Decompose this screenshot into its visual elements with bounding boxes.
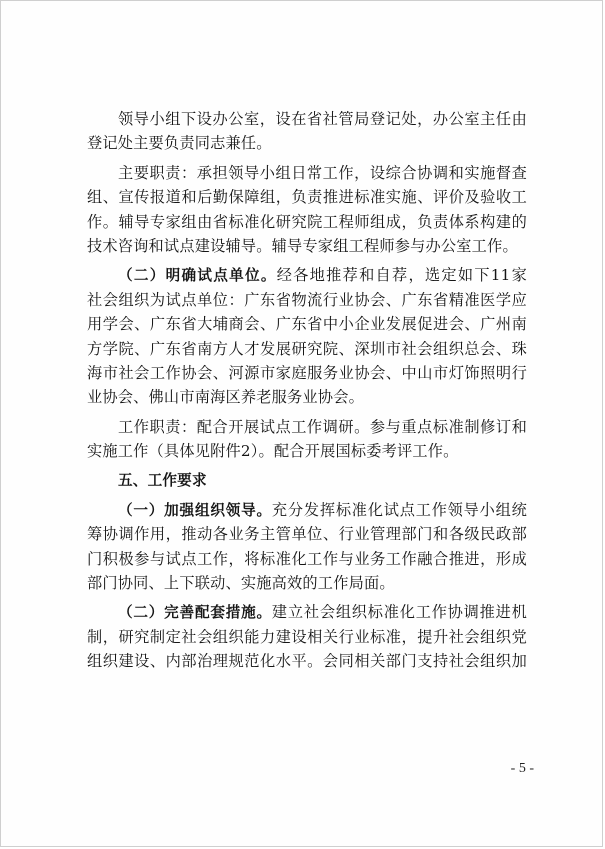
subheading-lead: （二）明确试点单位。 [118,267,277,285]
text-line: 用学会、广东省大埔商会、广东省中小企业发展促进会、广州南 [87,315,527,334]
document-body [87,107,527,674]
text-line: （二）完善配套措施。建立社会组织标准化工作协调推进机 [118,603,527,622]
text-line: （一）加强组织领导。充分发挥标准化试点工作领导小组统 [118,500,527,519]
text-line: 领导小组下设办公室，设在省社管局登记处，办公室主任由 [118,110,527,128]
text-line: 方学院、广东省南方人才发展研究院、深圳市社会组织总会、珠 [87,339,527,358]
section-heading: 五、工作要求 [118,472,207,490]
text-line: 工作职责：配合开展试点工作调研。参与重点标准制修订和 [118,417,527,436]
text-line: 技术咨询和试点建设辅导。辅导专家组工程师参与办公室工作。 [87,236,518,255]
text-line: 社会组织为试点单位：广东省物流行业协会、广东省精准医学应 [87,290,527,309]
text-line: 业协会、佛山市南海区养老服务业协会。 [87,388,364,407]
text-line: 部门协同、上下联动、实施高效的工作局面。 [87,574,395,593]
page-number: - 5 - [510,761,534,776]
text-line: （二）明确试点单位。经各地推荐和自荐，选定如下11家 [118,266,527,285]
text-line: 门积极参与试点工作，将标准化工作与业务工作融合推进，形成 [87,549,527,568]
subheading-lead: （一）加强组织领导。 [118,501,272,519]
text-line: 实施工作（具体见附件2）。配合开展国标委考评工作。 [87,442,459,461]
text-line: 组织建设、内部治理规范化水平。会同相关部门支持社会组织加 [87,652,527,671]
text-line: 海市社会工作协会、河源市家庭服务业协会、中山市灯饰照明行 [87,363,527,382]
text-line: 主要职责：承担领导小组日常工作，设综合协调和实施督查 [118,163,527,182]
text-line: 筹协调作用，推动各业务主管单位、行业管理部门和各级民政部 [87,525,527,544]
text-line: 组、宣传报道和后勤保障组，负责推进标准实施、评价及验收工 [87,188,527,207]
text-line: 作。辅导专家组由省标准化研究院工程师组成，负责体系构建的 [87,212,527,231]
text-line: 制，研究制定社会组织能力建设相关行业标准，提升社会组织党 [87,627,527,646]
text-line: 登记处主要负责同志兼任。 [87,134,272,153]
subheading-lead: （二）完善配套措施。 [118,604,272,622]
